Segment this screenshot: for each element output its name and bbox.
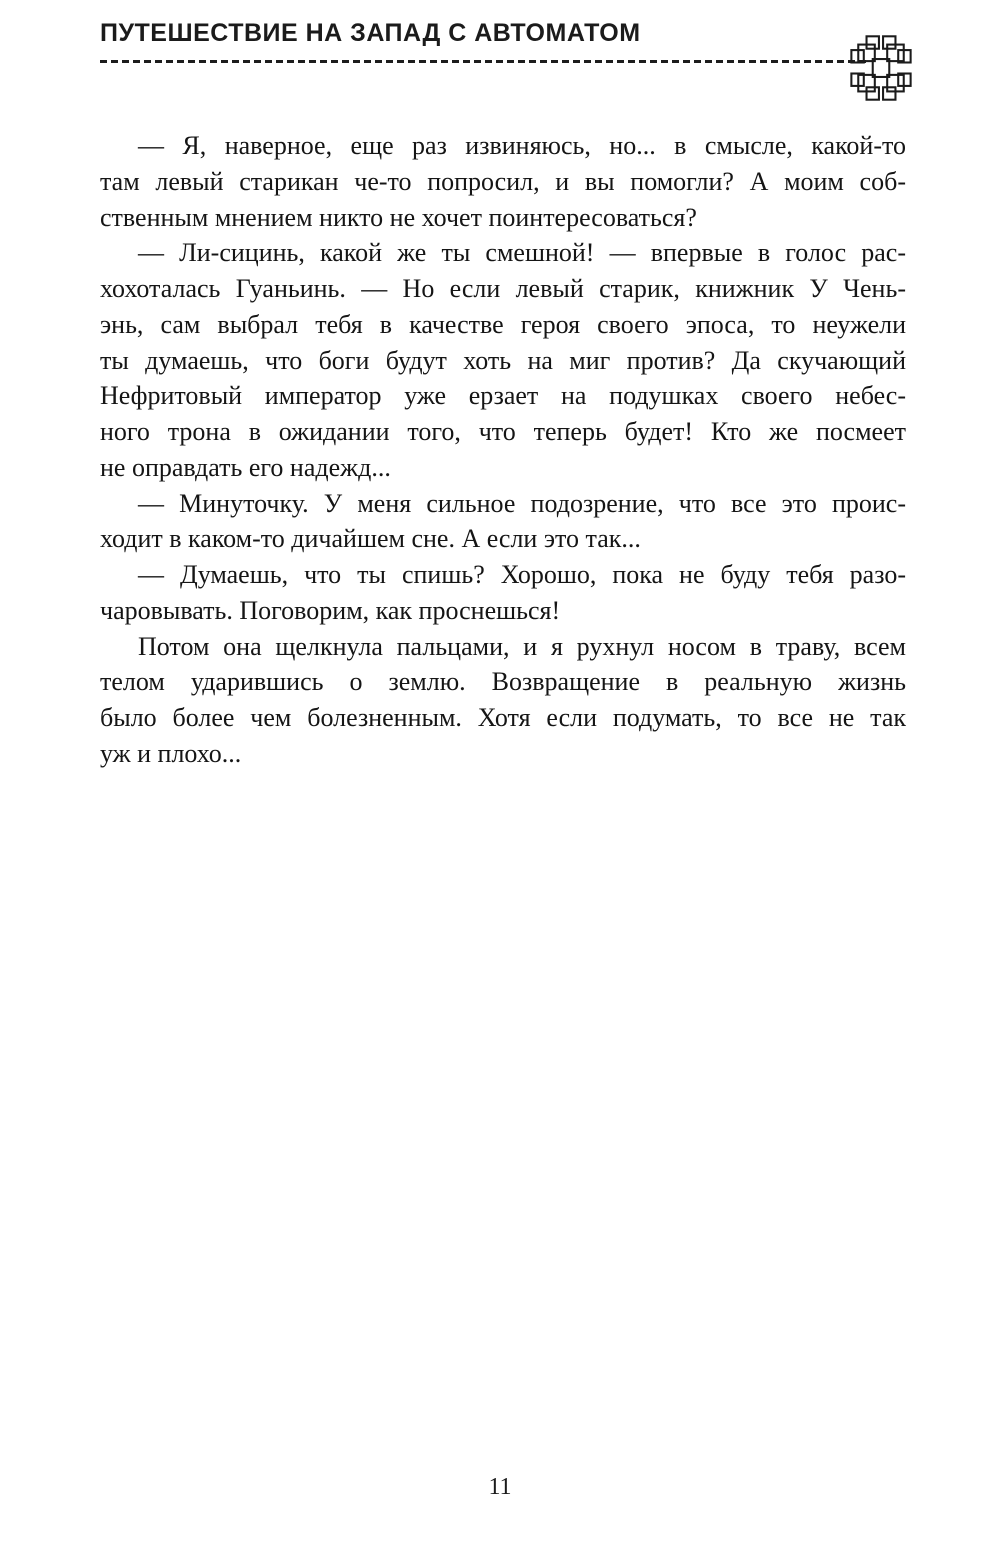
paragraph <box>100 629 906 772</box>
text-line: — Ли-сицинь, какой же ты смешной! — впервые в голос рас- <box>138 238 906 268</box>
text-line: Нефритовый император уже ерзает на подушках своего небес- <box>100 381 906 411</box>
header-dashed-rule <box>100 60 868 63</box>
text-line: — Я, наверное, еще раз извиняюсь, но... в смысле, какой-то <box>138 131 906 160</box>
text-line: — Минуточку. У меня сильное подозрение, что все это проис- <box>138 488 906 518</box>
text-line: ты думаешь, что боги будут хоть на миг против? Да скучающий <box>100 345 906 375</box>
paragraph <box>100 486 906 558</box>
text-line: хохоталась Гуаньинь. — Но если левый старик, книжник У Чень- <box>100 274 906 303</box>
text-line: Потом она щелкнула пальцами, и я рухнул носом в траву, всем <box>138 631 906 661</box>
text-line: ходит в каком-то дичайшем сне. А если это так... <box>100 524 641 554</box>
text-line: ственным мнением никто не хочет поинтересоваться? <box>100 202 697 232</box>
running-header-title: ПУТЕШЕСТВИЕ НА ЗАПАД С АВТОМАТОМ <box>100 19 641 47</box>
paragraph <box>100 128 906 235</box>
paragraph <box>100 557 906 629</box>
text-line: ного трона в ожидании того, что теперь будет! Кто же посмеет <box>100 417 906 446</box>
text-line: не оправдать его надежд... <box>100 452 391 482</box>
text-line: уж и плохо... <box>100 738 242 768</box>
page-text <box>100 128 906 772</box>
square-knot-ornament-icon <box>850 31 912 105</box>
text-line: там левый старикан че-то попросил, и вы помогли? А моим соб- <box>100 166 906 196</box>
text-line: энь, сам выбрал тебя в качестве героя своего эпоса, то неужели <box>100 309 906 339</box>
text-line: телом ударившись о землю. Возвращение в реальную жизнь <box>100 667 906 697</box>
paragraph <box>100 235 906 485</box>
text-line: чаровывать. Поговорим, как проснешься! <box>100 595 561 625</box>
page-number: 11 <box>488 1474 512 1500</box>
text-line: было более чем болезненным. Хотя если подумать, то все не так <box>100 703 906 732</box>
text-line: — Думаешь, что ты спишь? Хорошо, пока не буду тебя разо- <box>138 560 906 589</box>
